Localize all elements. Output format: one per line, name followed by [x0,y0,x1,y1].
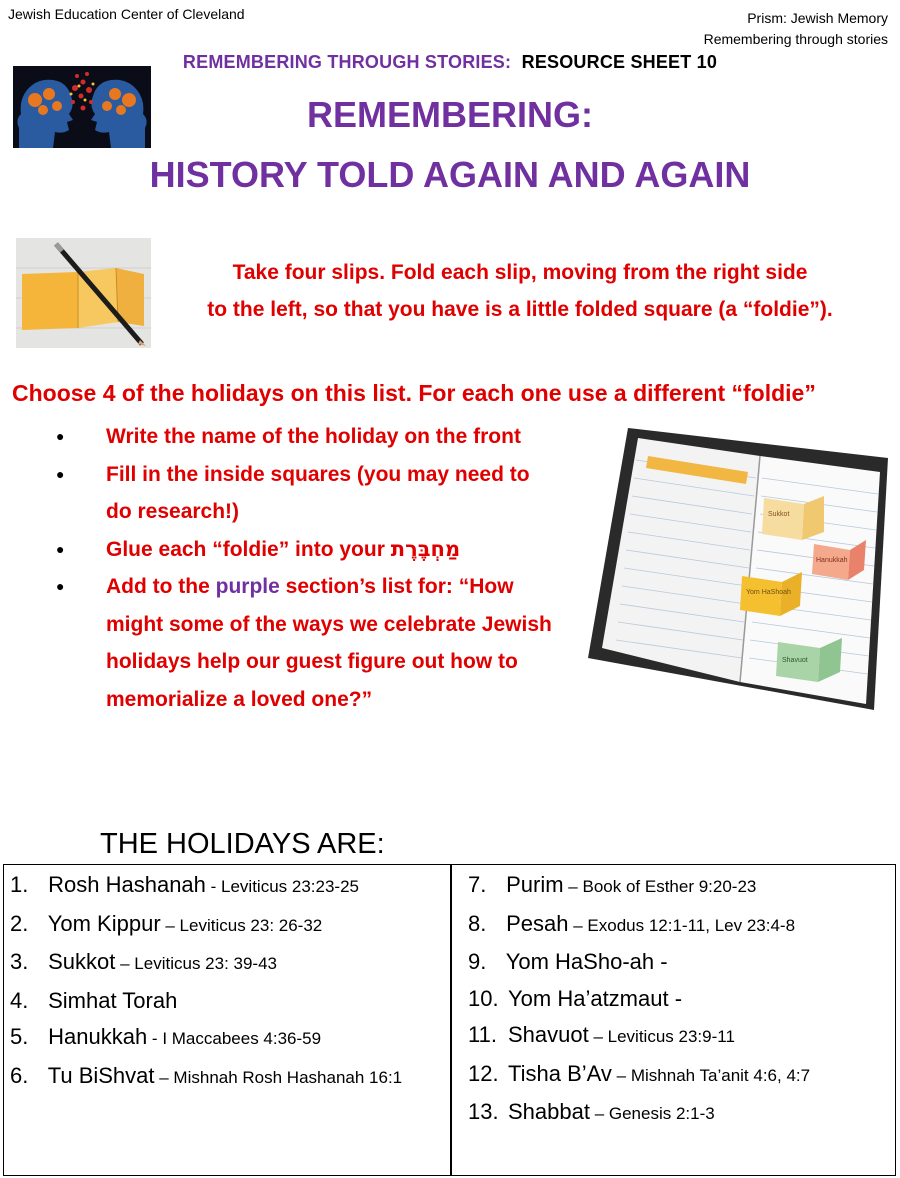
bullet-text-line4: memorialize a loved one?” [106,687,373,711]
unit-name: Remembering through stories [703,31,888,47]
holidays-table [3,864,896,1176]
table-row: 11. Shavuot – Leviticus 23:9-11 [468,1022,735,1047]
sheet-title-part2: RESOURCE SHEET 10 [521,52,718,72]
list-item [50,418,595,456]
list-item [50,568,595,718]
main-title-line2: HISTORY TOLD AGAIN AND AGAIN [149,154,751,195]
notebook-foldies-image [588,420,900,710]
purple-word: purple [215,575,280,598]
bullet-icon: ● [56,428,65,444]
bullet-text-line2: might some of the ways we celebrate Jewish [106,612,552,636]
task-list [50,418,595,718]
series-name: Prism: Jewish Memory [747,10,888,26]
table-row: 7. Purim – Book of Esther 9:20-23 [468,872,757,897]
table-row: 6. Tu BiShvat – Mishnah Rosh Hashanah 16:1 [10,1062,403,1088]
table-row: 1. Rosh Hashanah - Leviticus 23:23-25 [10,872,359,897]
organization-name: Jewish Education Center of Cleveland [8,6,245,22]
choose-instruction: Choose 4 of the holidays on this list. For each one use a different “foldie” [12,380,816,406]
table-row: 2. Yom Kippur – Leviticus 23: 26-32 [10,910,323,936]
notebook-label-sukkot: Sukkot [768,511,790,518]
table-row: 13. Shabbat – Genesis 2:1-3 [468,1099,715,1124]
bullet-text-end: section’s list for: “How [285,575,514,598]
bullet-icon: ● [56,578,65,594]
table-row: 8. Pesah – Exodus 12:1-11, Lev 23:4-8 [468,910,796,936]
holidays-right-column [468,867,810,1133]
bullet-text-continued: do research!) [106,500,240,523]
notebook-label-shavuot: Shavuot [782,657,808,664]
main-title-line1: REMEMBERING: [307,94,593,135]
bullet-icon: ● [56,465,65,482]
bullet-text-line3: holidays help our guest figure out how to [106,650,518,673]
table-row: 3. Sukkot – Leviticus 23: 39-43 [10,949,277,974]
bullet-text: Write the name of the holiday on the front [106,425,521,448]
hebrew-notebook-word: מַחְבֶּרֶת [390,536,461,561]
notebook-label-yom-hashoah: Yom HaShoah [746,589,791,596]
bullet-text: Add to the [106,575,210,598]
table-row: 5. Hanukkah - I Maccabees 4:36-59 [10,1024,322,1049]
instruction-line1: Take four slips. Fold each slip, moving from the right side [232,261,808,284]
sheet-title-part1: REMEMBERING THROUGH STORIES: [182,52,512,72]
instruction-line2: to the left, so that you have is a little folded square (a “foldie”). [207,298,833,321]
holidays-heading: THE HOLIDAYS ARE: [100,828,385,860]
notebook-label-hanukkah: Hanukkah [816,557,848,564]
list-item [50,531,595,569]
holidays-left-column [10,867,402,1096]
bullet-text: Glue each “foldie” into your [106,537,385,561]
bullet-text: Fill in the inside squares (you may need to [106,462,530,486]
list-item [50,456,595,531]
table-row: 10. Yom Ha’atzmaut - [468,985,683,1011]
bullet-icon: ● [56,540,65,557]
table-row: 12. Tisha B’Av – Mishnah Ta’anit 4:6, 4:7 [468,1060,811,1086]
table-row: 9. Yom HaSho-ah - [468,949,668,974]
table-row: 4. Simhat Torah [10,987,178,1013]
foldie-pencil-image [16,238,151,348]
column-divider [450,865,452,1175]
header-right [704,8,888,50]
